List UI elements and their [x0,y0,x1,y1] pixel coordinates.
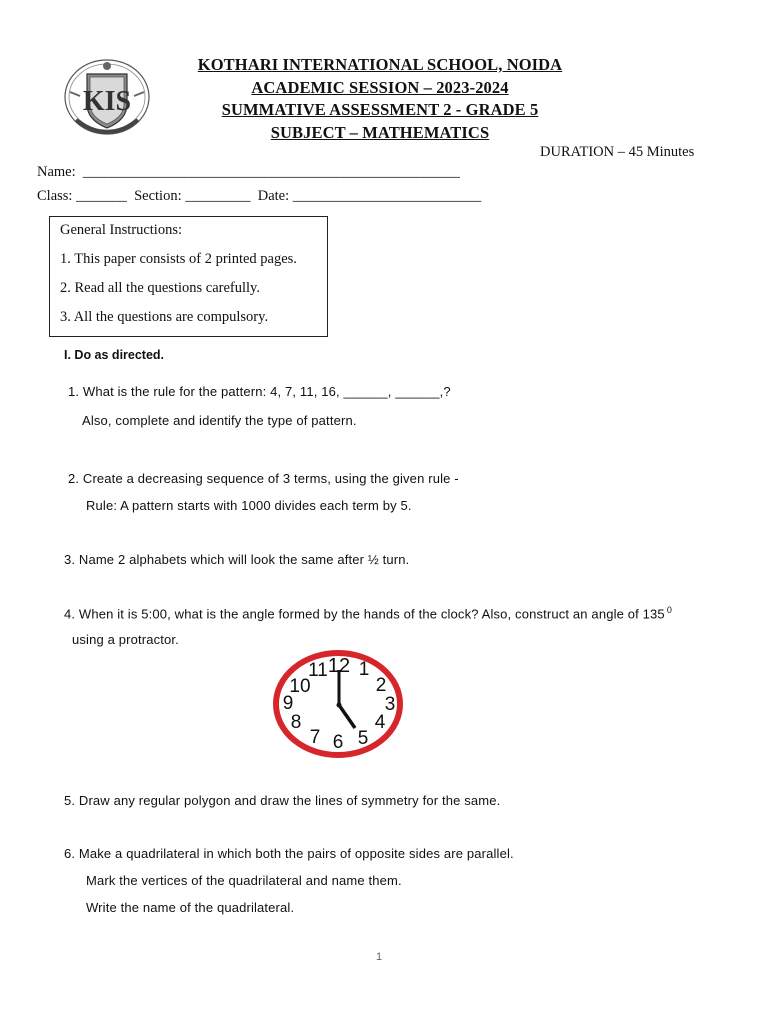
question-5: 5. Draw any regular polygon and draw the lines of symmetry for the same. [64,793,501,808]
assessment-title: SUMMATIVE ASSESSMENT 2 - GRADE 5 [221,100,539,119]
question-6: 6. Make a quadrilateral in which both the pairs of opposite sides are parallel. [64,846,514,861]
general-instructions-box [49,216,328,337]
clock-numeral-5: 5 [357,728,369,749]
clock-numeral-1: 1 [358,659,370,680]
clock-numeral-10: 10 [289,676,311,697]
clock-numeral-2: 2 [375,675,387,696]
instruction-item: 3. All the questions are compulsory. [60,309,269,325]
clock-numeral-6: 6 [332,732,344,753]
clock-numeral-11: 11 [308,660,328,681]
logo-initials: KIS [82,86,132,117]
name-field[interactable]: Name: ____________________________________________________ [37,164,460,180]
question-1: 1. What is the rule for the pattern: 4, 7, 11, 16, ______, ______,? [68,384,451,399]
question-4-subtext: using a protractor. [72,632,179,647]
page-number: 1 [376,951,383,963]
section-title: I. Do as directed. [64,348,165,362]
question-2-rule: Rule: A pattern starts with 1000 divides each term by 5. [86,498,412,513]
class-section-date-field[interactable]: Class: _______ Section: _________ Date: __________________________ [37,188,482,204]
clock-numeral-7: 7 [309,727,321,748]
clock-numeral-3: 3 [384,694,396,715]
question-4-text: 4. When it is 5:00, what is the angle formed by the hands of the clock? Also, construct an angle of 135 [64,606,665,622]
school-name: KOTHARI INTERNATIONAL SCHOOL, NOIDA [197,55,563,74]
school-logo [60,52,155,142]
clock-numeral-9: 9 [282,693,294,714]
instruction-item: 2. Read all the questions carefully. [60,280,260,296]
instruction-item: 1. This paper consists of 2 printed pages. [60,251,297,267]
degree-superscript: 0 [666,605,672,615]
question-1-subtext: Also, complete and identify the type of pattern. [82,413,357,428]
page-header [150,54,610,144]
clock-numeral-4: 4 [374,712,386,733]
question-6-subtext-2: Write the name of the quadrilateral. [86,900,295,915]
question-3: 3. Name 2 alphabets which will look the same after ½ turn. [64,552,410,567]
question-4 [64,605,672,621]
clock-numeral-12: 12 [327,655,351,677]
question-6-subtext-1: Mark the vertices of the quadrilateral and name them. [86,873,402,888]
duration-text: DURATION – 45 Minutes [540,144,695,160]
academic-session: ACADEMIC SESSION – 2023-2024 [251,77,509,97]
clock-numeral-8: 8 [290,712,302,733]
instructions-title: General Instructions: [60,222,183,238]
clock-diagram [272,648,404,760]
subject-title: SUBJECT – MATHEMATICS [270,122,490,142]
question-2: 2. Create a decreasing sequence of 3 terms, using the given rule - [68,471,459,486]
